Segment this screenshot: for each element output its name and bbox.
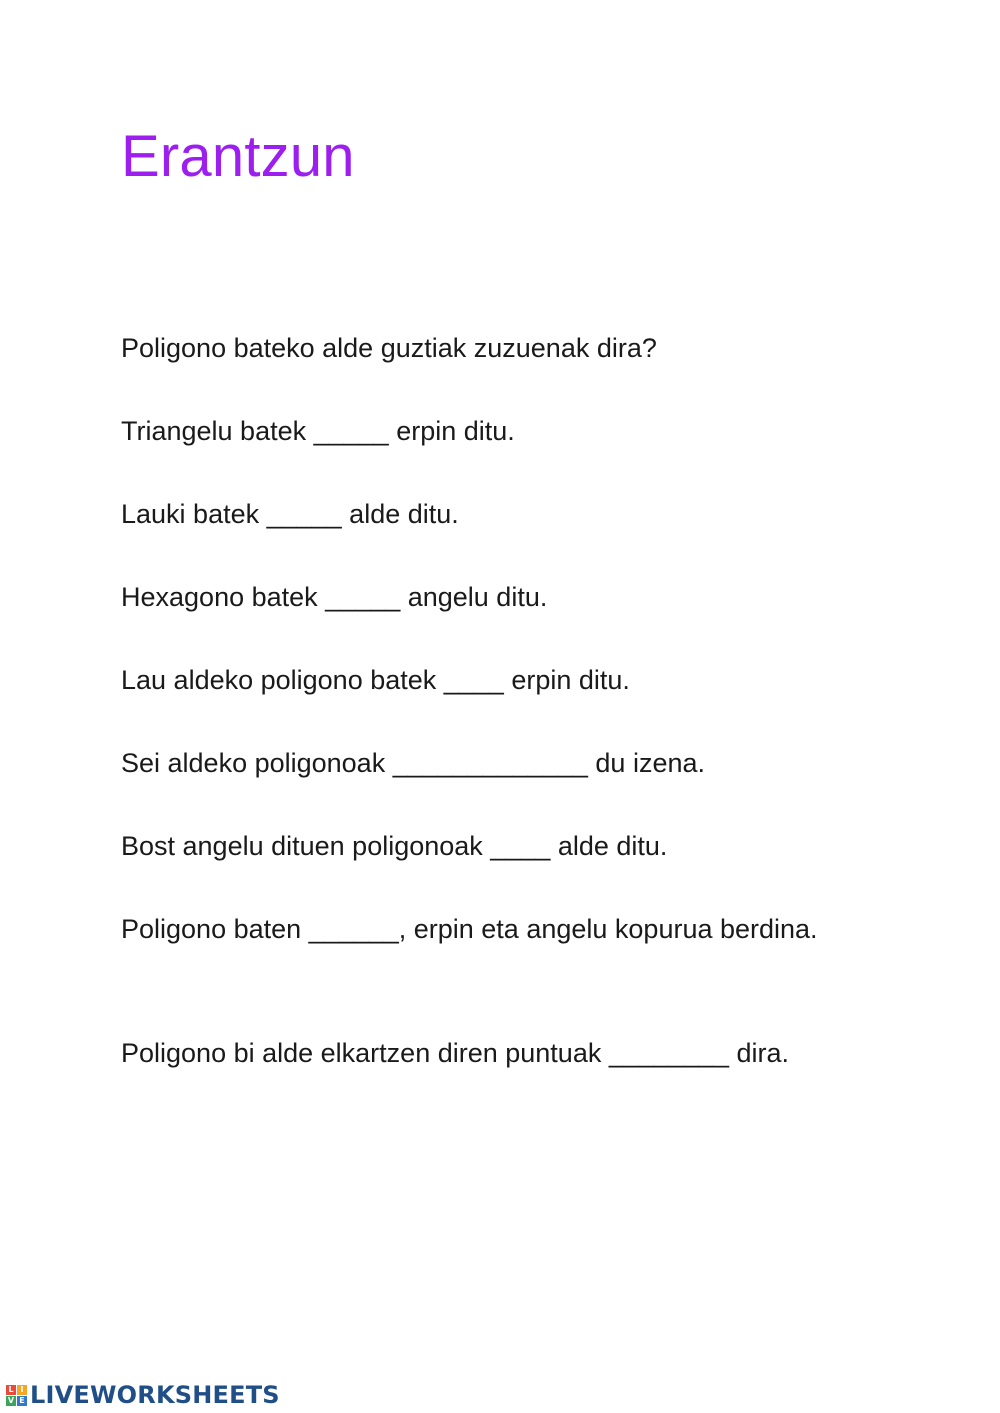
question-7: Bost angelu dituen poligonoak ____ alde ditu. — [121, 831, 668, 861]
question-8: Poligono baten ______, erpin eta angelu kopurua berdina. — [121, 914, 818, 944]
question-1: Poligono bateko alde guztiak zuzuenak dira? — [121, 333, 657, 363]
question-9: Poligono bi alde elkartzen diren puntuak ________ dira. — [121, 1038, 789, 1068]
logo-mark-letter: E — [17, 1396, 27, 1406]
logo-mark-letter: L — [6, 1385, 16, 1395]
question-5: Lau aldeko poligono batek ____ erpin ditu. — [121, 665, 630, 695]
question-4: Hexagono batek _____ angelu ditu. — [121, 582, 548, 612]
liveworksheets-logo — [6, 1380, 280, 1410]
question-3: Lauki batek _____ alde ditu. — [121, 499, 459, 529]
logo-mark-letter: V — [7, 1395, 15, 1405]
logo-mark-icon — [6, 1385, 27, 1406]
page-title: Erantzun — [121, 124, 355, 189]
logo-mark-letter: I — [17, 1385, 27, 1395]
question-6: Sei aldeko poligonoak _____________ du izena. — [121, 748, 705, 778]
logo-text: LIVEWORKSHEETS — [30, 1381, 280, 1409]
question-2: Triangelu batek _____ erpin ditu. — [121, 416, 515, 446]
